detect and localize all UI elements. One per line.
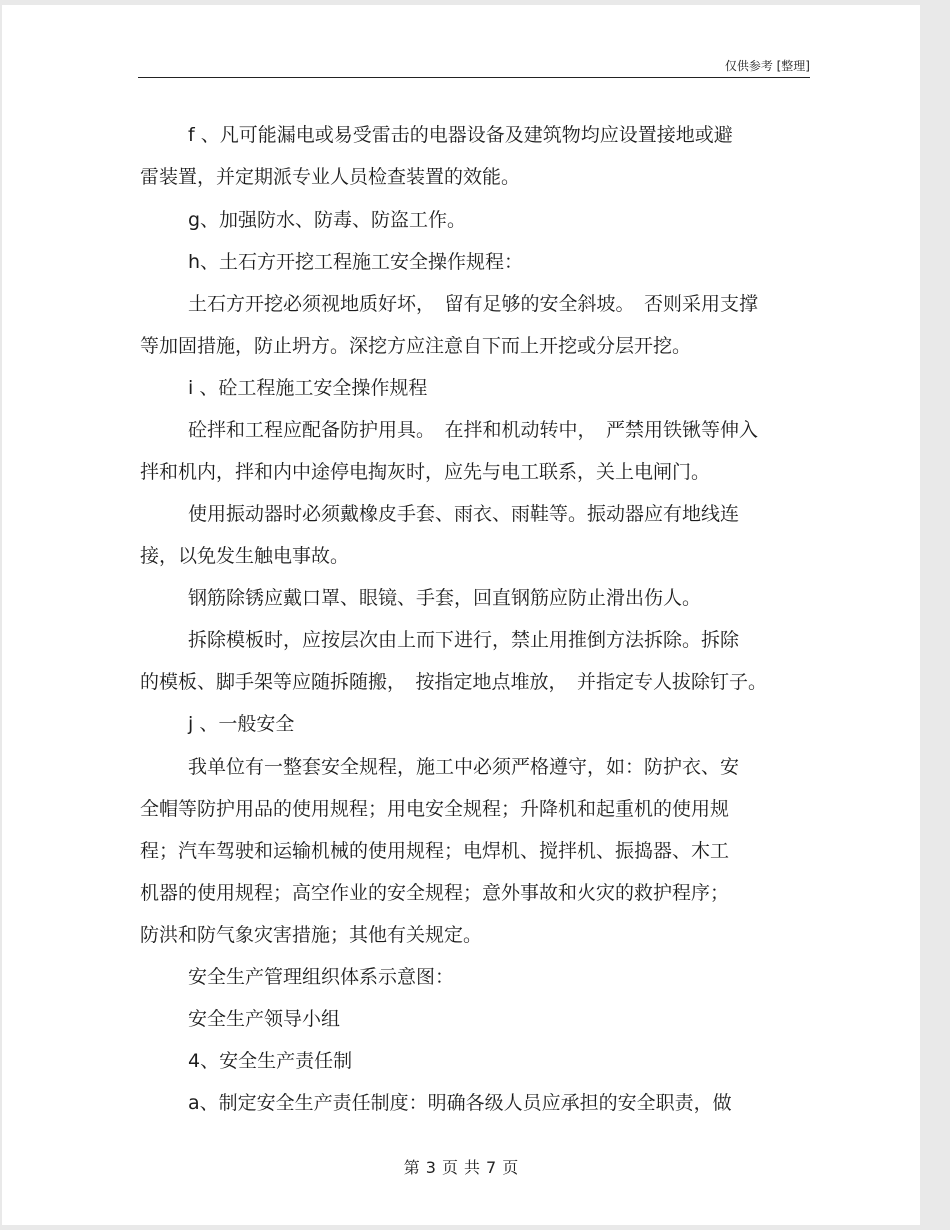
text-line: 等加固措施，防止坍方。深挖方应注意自下而上开挖或分层开挖。: [140, 335, 692, 357]
text-line: 程；汽车驾驶和运输机械的使用规程；电焊机、搅拌机、振捣器、木工: [140, 840, 730, 862]
text-line: 砼拌和工程应配备防护用具。 在拌和机动转中， 严禁用铁锹等伸入: [188, 419, 759, 441]
text-line: 全帽等防护用品的使用规程；用电安全规程；升降机和起重机的使用规: [140, 798, 730, 820]
text-line: 拆除模板时，应按层次由上而下进行，禁止用推倒方法拆除。拆除: [188, 629, 740, 651]
text-line: 钢筋除锈应戴口罩、眼镜、手套，回直钢筋应防止滑出伤人。: [188, 587, 702, 609]
text-line: 土石方开挖必须视地质好坏， 留有足够的安全斜坡。 否则采用支撑: [188, 293, 759, 315]
text-line: i 、砼工程施工安全操作规程: [188, 377, 428, 399]
footer-total-pages: 7: [486, 1158, 497, 1177]
text-line: a、制定安全生产责任制度：明确各级人员应承担的安全职责，做: [188, 1092, 732, 1114]
page-footer: [2, 1155, 920, 1178]
footer-ye: 页: [441, 1158, 458, 1177]
text-line: 雷装置，并定期派专业人员检查装置的效能。: [140, 166, 521, 188]
text-line: h、土石方开挖工程施工安全操作规程：: [188, 251, 524, 273]
text-line: 我单位有一整套安全规程，施工中必须严格遵守，如：防护衣、安: [188, 756, 740, 778]
footer-ye2: 页: [502, 1158, 519, 1177]
document-page: [2, 5, 920, 1225]
text-line: 安全生产领导小组: [188, 1008, 341, 1030]
text-line: 防洪和防气象灾害措施；其他有关规定。: [140, 924, 483, 946]
text-line: 安全生产管理组织体系示意图：: [188, 966, 455, 988]
text-line: f 、凡可能漏电或易受雷击的电器设备及建筑物均应设置接地或避: [188, 124, 733, 146]
text-line: 机器的使用规程；高空作业的安全规程；意外事故和火灾的救护程序；: [140, 882, 730, 904]
footer-di: 第: [403, 1158, 420, 1177]
text-line: 4、安全生产责任制: [188, 1050, 353, 1072]
text-line: 的模板、脚手架等应随拆随搬， 按指定地点堆放， 并指定专人拔除钉子。: [140, 671, 768, 693]
text-line: 使用振动器时必须戴橡皮手套、雨衣、雨鞋等。振动器应有地线连: [188, 503, 740, 525]
footer-gong: 共: [464, 1158, 481, 1177]
text-line: g、加强防水、防毒、防盗工作。: [188, 209, 467, 231]
text-line: 接，以免发生触电事故。: [140, 545, 350, 567]
footer-page-number: 3: [425, 1158, 436, 1177]
page-header: [138, 53, 810, 78]
header-note: 仅供参考 [整理]: [724, 59, 810, 73]
text-line: 拌和机内，拌和内中途停电掏灰时，应先与电工联系，关上电闸门。: [140, 461, 711, 483]
text-line: j 、一般安全: [188, 713, 295, 735]
